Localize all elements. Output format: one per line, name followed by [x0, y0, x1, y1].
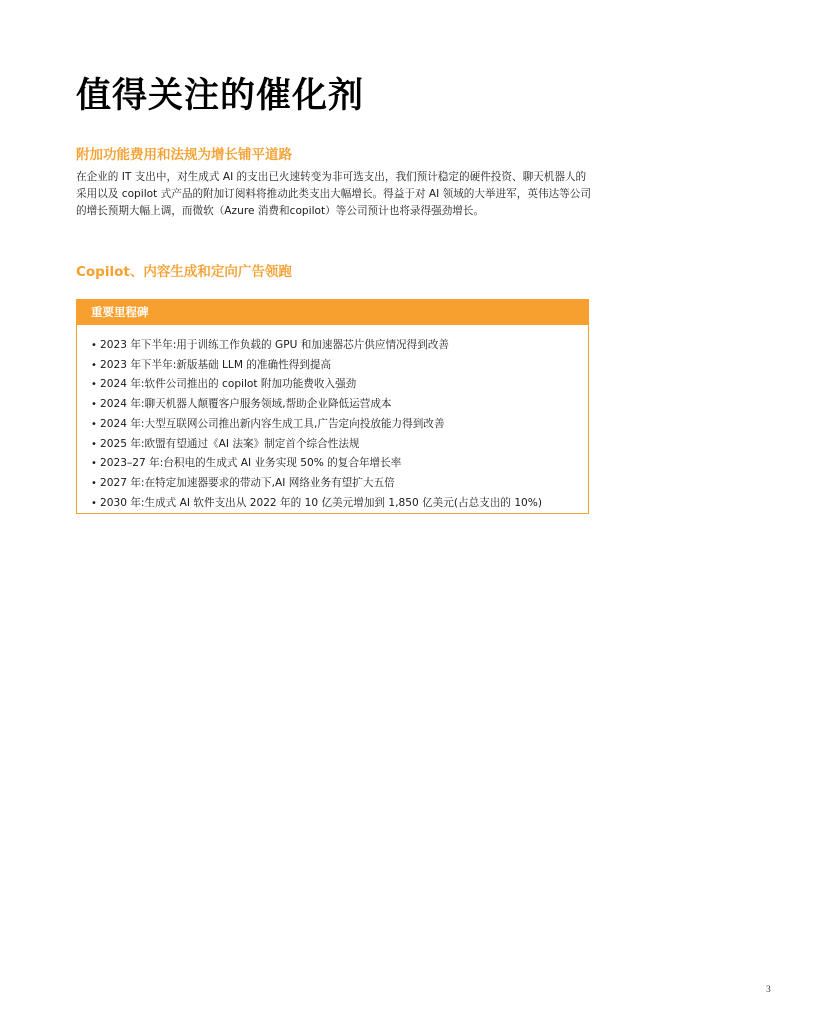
milestone-text: 2023 年下半年:新版基础 LLM 的准确性得到提高: [100, 358, 332, 371]
milestone-text: 2023–27 年:台积电的生成式 AI 业务实现 50% 的复合年增长率: [100, 457, 402, 470]
milestone-text: 2024 年:大型互联网公司推出新内容生成工具,广告定向投放能力得到改善: [100, 417, 445, 430]
milestone-text: 2030 年:生成式 AI 软件支出从 2022 年的 10 亿美元增加到 1,850 亿美元(占总支出的 10%): [100, 496, 542, 509]
bullet-icon: •: [91, 497, 97, 509]
bullet-icon: •: [91, 438, 97, 450]
page-number: 3: [766, 985, 771, 995]
page-title: 值得关注的催化剂: [76, 76, 365, 116]
bullet-icon: •: [91, 399, 97, 411]
milestone-item: [91, 336, 588, 356]
section-heading-copilot: Copilot、内容生成和定向广告领跑: [76, 264, 292, 280]
milestone-item: [91, 375, 588, 395]
milestone-item: [91, 435, 588, 455]
bullet-icon: •: [91, 379, 97, 391]
milestone-text: 2024 年:聊天机器人颠覆客户服务领域,帮助企业降低运营成本: [100, 398, 392, 411]
milestone-text: 2025 年:欧盟有望通过《AI 法案》制定首个综合性法规: [100, 437, 360, 450]
milestone-item: [91, 415, 588, 435]
milestone-item: [91, 454, 588, 474]
bullet-icon: •: [91, 340, 97, 351]
milestones-header: 重要里程碑: [77, 300, 588, 325]
milestone-item: [91, 356, 588, 376]
bullet-icon: •: [91, 477, 97, 489]
milestone-item: [91, 395, 588, 415]
milestone-item: [91, 494, 588, 514]
bullet-icon: •: [91, 458, 97, 470]
milestone-text: 2027 年:在特定加速器要求的带动下,AI 网络业务有望扩大五倍: [100, 476, 395, 489]
bullet-icon: •: [91, 359, 97, 371]
milestones-box: [76, 299, 589, 514]
section-heading-addon-fees: 附加功能费用和法规为增长铺平道路: [76, 147, 292, 163]
milestones-list: [77, 325, 588, 513]
milestone-text: 2023 年下半年:用于训练工作负载的 GPU 和加速器芯片供应情况得到改善: [100, 339, 450, 351]
milestone-item: [91, 474, 588, 494]
milestone-text: 2024 年:软件公司推出的 copilot 附加功能费收入强劲: [100, 378, 357, 391]
bullet-icon: •: [91, 418, 97, 430]
section-body-paragraph: 在企业的 IT 支出中，对生成式 AI 的支出已火速转变为非可选支出，我们预计稳定的硬件投资、聊天机器人的采用以及 copilot 式产品的附加订阅料将推动此类支出大幅增长。得益于对 AI 领域的大举进军，英伟达等公司的增长预期大幅上调，而微软（Azure 消费和copilot）等公司预计也将录得强劲增长。: [76, 171, 591, 217]
